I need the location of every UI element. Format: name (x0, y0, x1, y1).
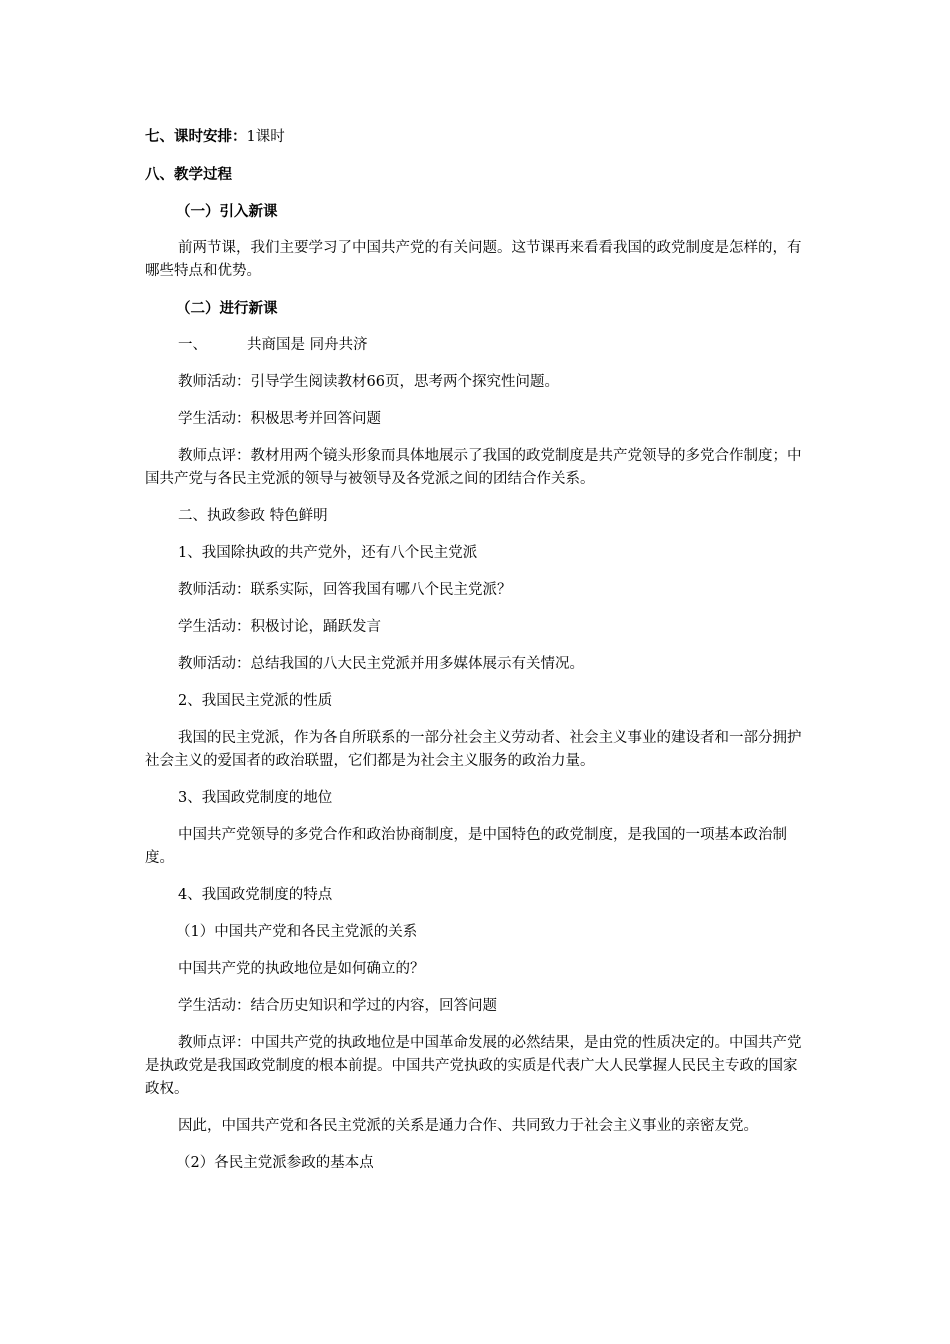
topic-1-heading (145, 334, 810, 357)
question-1: 中国共产党的执政地位是如何确立的？ (178, 961, 425, 977)
point-3-heading: 3、我国政党制度的地位 (178, 790, 333, 806)
point-1-heading: 1、我国除执政的共产党外，还有八个民主党派 (178, 545, 478, 561)
student-activity-1: 学生活动：积极思考并回答问题 (178, 411, 381, 427)
sub-2-heading: （2）各民主党派参政的基本点 (176, 1155, 374, 1171)
teacher-activity-2: 教师活动：联系实际，回答我国有哪八个民主党派？ (178, 582, 512, 598)
document-content (145, 125, 810, 1175)
section-7-line (145, 125, 810, 149)
student-activity-2: 学生活动：积极讨论，踊跃发言 (178, 619, 381, 635)
topic-1-title: 共商国是 同舟共济 (247, 337, 368, 353)
student-activity-3: 学生活动：结合历史知识和学过的内容，回答问题 (178, 998, 497, 1014)
teacher-comment-2: 教师点评：中国共产党的执政地位是中国革命发展的必然结果，是由党的性质决定的。中国共产党是执政党是我国政党制度的根本前提。中国共产党执政的实质是代表广大人民掌握人民民主专政的国家政权。 (145, 1035, 802, 1097)
sub-1-heading: （1）中国共产党和各民主党派的关系 (176, 924, 418, 940)
part-2-heading: （二）进行新课 (176, 300, 278, 317)
intro-paragraph: 前两节课，我们主要学习了中国共产党的有关问题。这节课再来看看我国的政党制度是怎样的，有哪些特点和优势。 (145, 240, 802, 279)
point-3-paragraph: 中国共产党领导的多党合作和政治协商制度，是中国特色的政党制度，是我国的一项基本政治制度。 (145, 827, 787, 866)
conclusion-paragraph: 因此，中国共产党和各民主党派的关系是通力合作、共同致力于社会主义事业的亲密友党。 (178, 1118, 758, 1134)
point-2-paragraph: 我国的民主党派，作为各自所联系的一部分社会主义劳动者、社会主义事业的建设者和一部分拥护社会主义的爱国者的政治联盟，它们都是为社会主义服务的政治力量。 (145, 730, 802, 769)
teacher-activity-1: 教师活动：引导学生阅读教材66页，思考两个探究性问题。 (178, 374, 559, 390)
teacher-comment-1: 教师点评：教材用两个镜头形象而具体地展示了我国的政党制度是共产党领导的多党合作制度；中国共产党与各民主党派的领导与被领导及各党派之间的团结合作关系。 (145, 448, 802, 487)
section-7-value: 1课时 (246, 129, 285, 145)
section-8-heading: 八、教学过程 (145, 166, 232, 183)
topic-2-heading: 二、执政参政 特色鲜明 (178, 508, 328, 524)
point-2-heading: 2、我国民主党派的性质 (178, 693, 333, 709)
point-4-heading: 4、我国政党制度的特点 (178, 887, 333, 903)
teacher-activity-3: 教师活动：总结我国的八大民主党派并用多媒体展示有关情况。 (178, 656, 584, 672)
part-1-heading: （一）引入新课 (176, 203, 278, 220)
section-7-heading: 七、课时安排： (145, 128, 247, 145)
topic-1-number: 一、 (178, 337, 207, 353)
